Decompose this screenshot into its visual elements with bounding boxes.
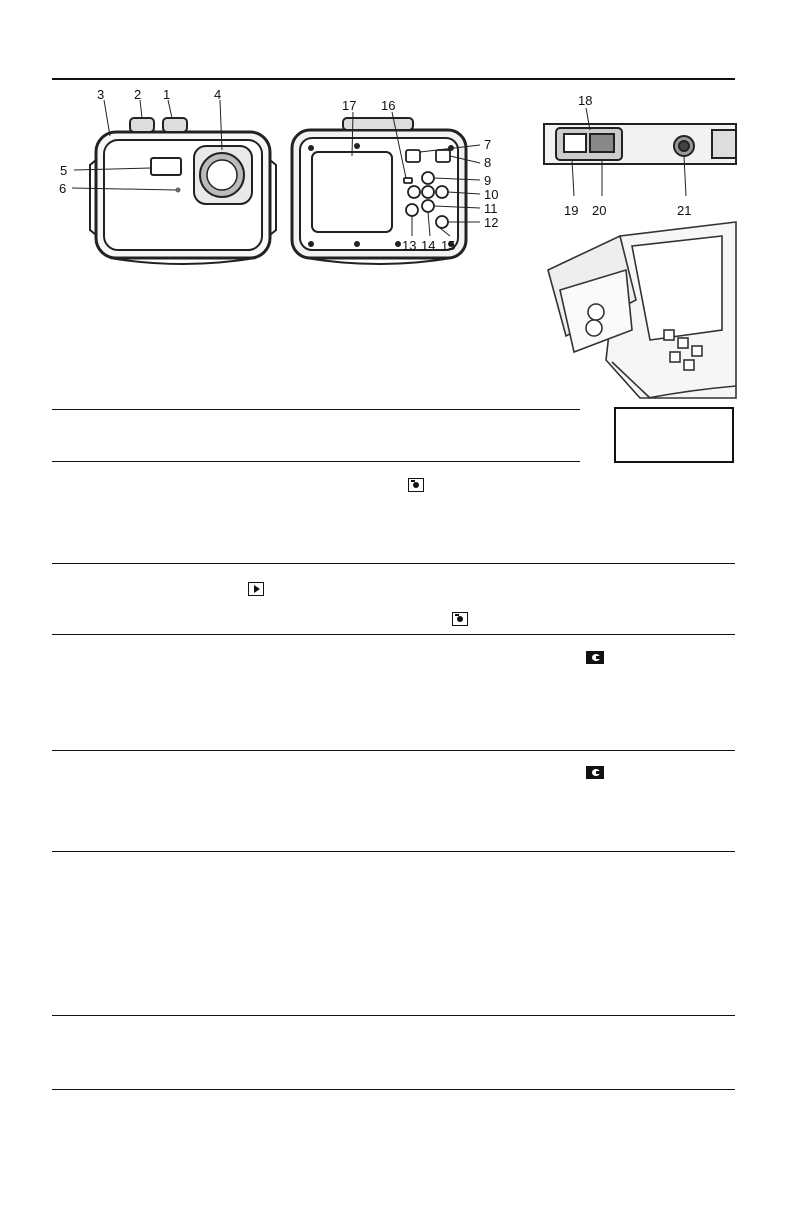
rule-row-2: [52, 563, 735, 564]
label-21: 21: [677, 203, 692, 218]
setup-mode-icon: [586, 651, 604, 664]
label-19: 19: [564, 203, 579, 218]
label-11: 11: [484, 201, 498, 216]
label-13: 13: [402, 238, 417, 253]
camera-mode-icon-2: [452, 612, 468, 626]
label-9: 9: [484, 173, 492, 188]
label-2: 2: [134, 87, 142, 102]
camera-open-door: [548, 222, 736, 398]
label-5: 5: [60, 163, 68, 178]
label-15: 15: [441, 238, 456, 253]
rule-row-1-bottom: [52, 461, 580, 462]
side-note-box: [614, 407, 734, 463]
rule-row-6: [52, 1015, 735, 1016]
label-18: 18: [578, 93, 593, 108]
camera-top-body: [544, 124, 736, 164]
label-7: 7: [484, 137, 492, 152]
label-1: 1: [163, 87, 171, 102]
label-16: 16: [381, 98, 396, 113]
playback-mode-icon: [248, 582, 264, 596]
rule-row-5: [52, 851, 735, 852]
label-12: 12: [484, 215, 499, 230]
camera-mode-icon: [408, 478, 424, 492]
label-3: 3: [97, 87, 105, 102]
setup-mode-icon-2: [586, 766, 604, 779]
rule-row-1-top: [52, 409, 580, 410]
rule-row-7: [52, 1089, 735, 1090]
label-17: 17: [342, 98, 357, 113]
label-4: 4: [214, 87, 222, 102]
label-14: 14: [421, 238, 436, 253]
label-6: 6: [59, 181, 67, 196]
label-10: 10: [484, 187, 499, 202]
rule-row-3: [52, 634, 735, 635]
camera-top-figure: [0, 0, 793, 400]
label-8: 8: [484, 155, 492, 170]
label-20: 20: [592, 203, 607, 218]
rule-row-4: [52, 750, 735, 751]
